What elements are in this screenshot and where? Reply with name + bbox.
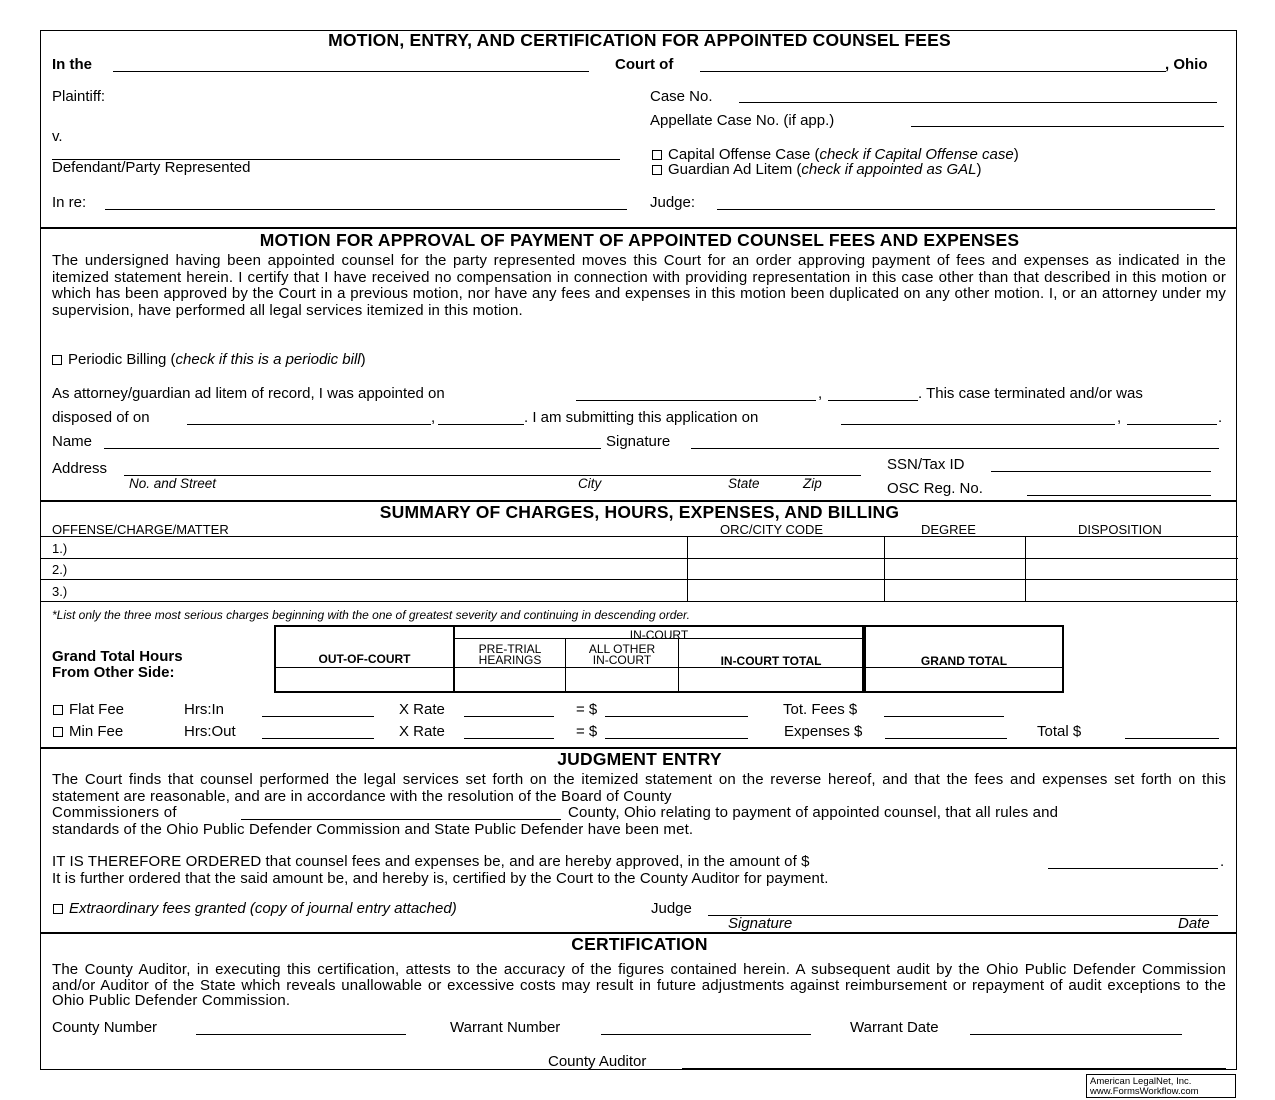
hrs-in-label: Hrs:In bbox=[184, 701, 225, 718]
ordered-text-1: IT IS THEREFORE ORDERED that counsel fees and expenses be, and are hereby approved, in the amount of $ bbox=[52, 853, 810, 870]
court-name-field[interactable] bbox=[113, 71, 589, 72]
extraordinary-fees-option[interactable]: Extraordinary fees granted (copy of journal entry attached) bbox=[53, 901, 457, 917]
expenses-field[interactable] bbox=[885, 738, 1007, 739]
periodic-billing-option[interactable]: Periodic Billing (check if this is a periodic bill) bbox=[52, 352, 366, 368]
amount-in-field[interactable] bbox=[605, 716, 748, 717]
signature-label: Signature bbox=[606, 433, 671, 450]
form-title: MOTION, ENTRY, AND CERTIFICATION FOR APPOINTED COUNSEL FEES bbox=[328, 30, 951, 50]
grand-total-header: GRAND TOTAL bbox=[920, 654, 1008, 668]
terminated-label: . This case terminated and/or was bbox=[918, 385, 1143, 402]
capital-offense-option[interactable]: Capital Offense Case (check if Capital Offense case) bbox=[652, 147, 1019, 163]
versus-label: v. bbox=[52, 128, 63, 145]
case-no-label: Case No. bbox=[650, 88, 713, 105]
equals-label: = $ bbox=[576, 701, 598, 718]
table-rule bbox=[41, 601, 1238, 602]
section-divider bbox=[41, 227, 1236, 229]
judgment-body-3: standards of the Ohio Public Defender Commission and State Public Defender have been met. bbox=[52, 821, 694, 838]
publisher-footer bbox=[1086, 1074, 1236, 1098]
table-rule bbox=[1025, 536, 1026, 601]
publisher-name: American LegalNet, Inc. bbox=[1090, 1076, 1192, 1087]
equals-label: = $ bbox=[576, 723, 598, 740]
judge-signature-label: Judge bbox=[651, 900, 692, 917]
ohio-label: , Ohio bbox=[1165, 56, 1208, 73]
from-other-side-label: From Other Side: bbox=[52, 664, 175, 681]
tot-fees-label: Tot. Fees $ bbox=[783, 701, 858, 718]
hrs-out-label: Hrs:Out bbox=[184, 723, 236, 740]
degree-column-header: DEGREE bbox=[921, 522, 976, 537]
summary-title: SUMMARY OF CHARGES, HOURS, EXPENSES, AND BILLING bbox=[379, 502, 900, 522]
osc-label: OSC Reg. No. bbox=[887, 480, 983, 497]
warrant-number-field[interactable] bbox=[601, 1034, 811, 1035]
county-auditor-label: County Auditor bbox=[548, 1053, 647, 1070]
date-caption: Date bbox=[1178, 915, 1210, 932]
court-of-label: Court of bbox=[615, 56, 674, 73]
judgment-body-2: County, Ohio relating to payment of appointed counsel, that all rules and bbox=[568, 804, 1059, 821]
ssn-label: SSN/Tax ID bbox=[887, 456, 965, 473]
warrant-date-field[interactable] bbox=[970, 1034, 1182, 1035]
ordered-text-2: It is further ordered that the said amount be, and hereby is, certified by the Court to the County Auditor for payment. bbox=[52, 870, 829, 887]
judge-field[interactable] bbox=[717, 209, 1215, 210]
publisher-url[interactable]: www.FormsWorkflow.com bbox=[1090, 1086, 1199, 1097]
warrant-date-label: Warrant Date bbox=[850, 1019, 939, 1036]
hrs-in-field[interactable] bbox=[262, 716, 374, 717]
name-label: Name bbox=[52, 433, 93, 450]
period-text: . bbox=[1220, 853, 1225, 870]
motion-body: The undersigned having been appointed counsel for the party represented moves this Court for an order approving payment of fees and expenses as indicated in the itemized statement herein. I certify that I have received no compensation in connection with providing representation in this case other than that described in this motion or which has been approved by the Court in a previous motion, nor have any fees and expenses in this motion been duplicated on any other motion. I, or an attorney under my supervision, have performed all legal services itemized in this motion. bbox=[52, 252, 1226, 319]
defendant-label: Defendant/Party Represented bbox=[52, 159, 251, 176]
offense-column-header: OFFENSE/CHARGE/MATTER bbox=[52, 522, 229, 537]
total-label: Total $ bbox=[1037, 723, 1082, 740]
commissioners-label: Commissioners of bbox=[52, 804, 177, 821]
allother-header-1: ALL OTHER bbox=[588, 642, 656, 656]
in-the-label: In the bbox=[52, 56, 92, 73]
certification-body: The County Auditor, in executing this certification, attests to the accuracy of the figures contained herein. A subsequent audit by the Ohio Public Defender Commission and/or Auditor of the State which reveals unallowable or excessive costs may result in future adjustments against reimbursement or repayment of audit exceptions to the Ohio Public Defender Commission. bbox=[52, 961, 1226, 1009]
comma-text: , bbox=[1117, 409, 1122, 426]
case-no-field[interactable] bbox=[739, 102, 1217, 103]
x-rate-label: X Rate bbox=[399, 701, 445, 718]
warrant-number-label: Warrant Number bbox=[450, 1019, 561, 1036]
osc-field[interactable] bbox=[1027, 495, 1211, 496]
judgment-body-1: The Court finds that counsel performed the legal services set forth on the itemized statement on the reverse hereof, and that the fees and expenses set forth on this statement are reasonable, and are in accordance with the resolution of the Board of County bbox=[52, 771, 1226, 805]
submitted-date-field[interactable] bbox=[841, 424, 1115, 425]
x-rate-label: X Rate bbox=[399, 723, 445, 740]
orc-column-header: ORC/CITY CODE bbox=[720, 522, 824, 537]
table-row[interactable]: 3.) bbox=[52, 584, 68, 599]
pretrial-header-1: PRE-TRIAL bbox=[478, 642, 542, 656]
state-caption: State bbox=[728, 476, 760, 491]
county-field[interactable] bbox=[700, 71, 1166, 72]
motion-title: MOTION FOR APPROVAL OF PAYMENT OF APPOINTED COUNSEL FEES AND EXPENSES bbox=[259, 230, 1020, 250]
county-commissioners-field[interactable] bbox=[241, 819, 561, 820]
guardian-ad-litem-option[interactable]: Guardian Ad Litem (check if appointed as GAL) bbox=[652, 162, 982, 178]
flat-fee-option[interactable]: Flat Fee bbox=[53, 702, 124, 718]
name-field[interactable] bbox=[104, 448, 601, 449]
in-re-field[interactable] bbox=[105, 209, 627, 210]
extraordinary-fees-checkbox[interactable] bbox=[53, 904, 63, 914]
certification-title: CERTIFICATION bbox=[571, 934, 708, 954]
table-rule bbox=[687, 536, 688, 601]
zip-caption: Zip bbox=[803, 476, 822, 491]
comma-text: , bbox=[431, 409, 436, 426]
total-field[interactable] bbox=[1125, 738, 1219, 739]
flat-fee-checkbox[interactable] bbox=[53, 705, 63, 715]
table-rule bbox=[41, 558, 1238, 559]
appointed-year-field[interactable] bbox=[828, 400, 918, 401]
period-text: . bbox=[1218, 409, 1223, 426]
table-rule bbox=[41, 579, 1238, 580]
in-court-total-header: IN-COURT TOTAL bbox=[720, 654, 822, 668]
judgment-title: JUDGMENT ENTRY bbox=[557, 749, 722, 769]
signature-field[interactable] bbox=[691, 448, 1219, 449]
submitted-year-field[interactable] bbox=[1127, 424, 1217, 425]
appellate-case-label: Appellate Case No. (if app.) bbox=[650, 112, 835, 129]
signature-caption: Signature bbox=[728, 915, 793, 932]
periodic-billing-checkbox[interactable] bbox=[52, 355, 62, 365]
table-rule bbox=[884, 536, 885, 601]
disposed-on-label: disposed of on bbox=[52, 409, 150, 426]
in-court-header: IN-COURT bbox=[629, 628, 689, 642]
table-row[interactable]: 2.) bbox=[52, 562, 68, 577]
appellate-case-field[interactable] bbox=[911, 126, 1224, 127]
min-fee-option[interactable]: Min Fee bbox=[53, 724, 123, 740]
submitting-label: . I am submitting this application on bbox=[524, 409, 759, 426]
disposed-year-field[interactable] bbox=[438, 424, 524, 425]
disposed-date-field[interactable] bbox=[187, 424, 431, 425]
min-fee-checkbox[interactable] bbox=[53, 727, 63, 737]
gal-checkbox[interactable] bbox=[652, 165, 662, 175]
appointed-date-field[interactable] bbox=[576, 400, 816, 401]
address-label: Address bbox=[52, 460, 108, 477]
county-auditor-field[interactable] bbox=[682, 1068, 1226, 1069]
appointed-on-label: As attorney/guardian ad litem of record, I was appointed on bbox=[52, 385, 445, 402]
fee-form bbox=[40, 30, 1237, 1070]
allother-header-2: IN-COURT bbox=[592, 653, 652, 667]
rate-in-field[interactable] bbox=[464, 716, 554, 717]
plaintiff-label: Plaintiff: bbox=[52, 88, 106, 105]
tot-fees-field[interactable] bbox=[884, 716, 1004, 717]
table-rule bbox=[41, 536, 1238, 537]
capital-offense-checkbox[interactable] bbox=[652, 150, 662, 160]
hrs-out-field[interactable] bbox=[262, 738, 374, 739]
approved-amount-field[interactable] bbox=[1048, 868, 1218, 869]
charges-footnote: *List only the three most serious charges beginning with the one of greatest severity and continuing in descending order. bbox=[52, 608, 690, 622]
comma-text: , bbox=[818, 385, 823, 402]
rate-out-field[interactable] bbox=[464, 738, 554, 739]
city-caption: City bbox=[578, 476, 602, 491]
county-number-field[interactable] bbox=[196, 1034, 406, 1035]
in-re-label: In re: bbox=[52, 194, 87, 211]
county-number-label: County Number bbox=[52, 1019, 158, 1036]
table-row[interactable]: 1.) bbox=[52, 541, 68, 556]
ssn-field[interactable] bbox=[991, 471, 1211, 472]
street-caption: No. and Street bbox=[129, 476, 217, 491]
judge-label: Judge: bbox=[650, 194, 696, 211]
disposition-column-header: DISPOSITION bbox=[1078, 522, 1162, 537]
grand-total-hours-label: Grand Total Hours bbox=[52, 648, 183, 665]
pretrial-header-2: HEARINGS bbox=[478, 653, 542, 667]
expenses-label: Expenses $ bbox=[784, 723, 863, 740]
out-of-court-header: OUT-OF-COURT bbox=[318, 652, 411, 666]
amount-out-field[interactable] bbox=[605, 738, 748, 739]
